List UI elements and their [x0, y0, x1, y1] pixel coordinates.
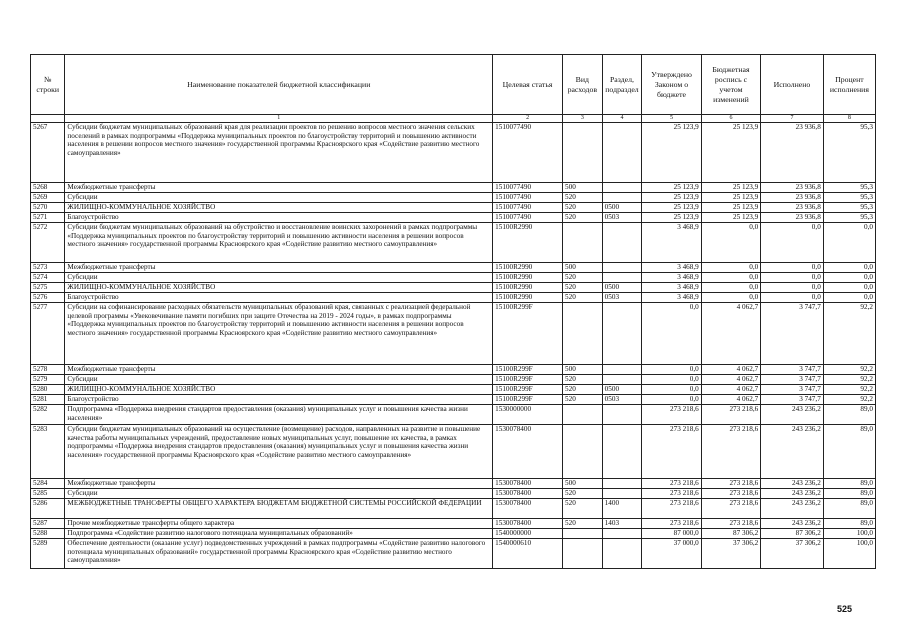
execution-percent: 95,3	[823, 123, 875, 183]
row-number: 5286	[31, 499, 65, 519]
execution-percent: 92,2	[823, 385, 875, 395]
approved-amount: 25 123,9	[642, 123, 701, 183]
budget-list-amount: 273 218,6	[701, 489, 760, 499]
budget-list-amount: 0,0	[701, 283, 760, 293]
column-number: 8	[823, 115, 875, 123]
approved-amount: 273 218,6	[642, 519, 701, 529]
execution-percent: 89,0	[823, 519, 875, 529]
table-row	[31, 519, 876, 529]
approved-amount: 25 123,9	[642, 203, 701, 213]
table-body	[31, 123, 876, 569]
target-article: 15100R299F	[493, 385, 563, 395]
expense-type: 520	[563, 193, 603, 203]
row-name: Межбюджетные трансферты	[65, 479, 493, 489]
section	[602, 375, 642, 385]
approved-amount: 3 468,9	[642, 273, 701, 283]
budget-list-amount: 4 062,7	[701, 365, 760, 375]
row-number: 5267	[31, 123, 65, 183]
execution-percent: 89,0	[823, 479, 875, 489]
target-article: 1510077490	[493, 193, 563, 203]
executed-amount: 3 747,7	[761, 365, 824, 375]
row-number: 5273	[31, 263, 65, 273]
expense-type: 500	[563, 365, 603, 375]
approved-amount: 25 123,9	[642, 193, 701, 203]
section: 0503	[602, 395, 642, 405]
section: 0500	[602, 283, 642, 293]
row-name: Обеспечение деятельности (оказание услуг) подведомственных учреждений в рамках подпрограммы «Содействие развитию налогового потенциала муниципальных образований» государственной программы Красноярского края «Содействие развитию местного самоуправления»	[65, 539, 493, 569]
row-number: 5281	[31, 395, 65, 405]
row-number: 5271	[31, 213, 65, 223]
header-budget-list: Бюджетная роспись с учетом изменений	[701, 55, 760, 115]
executed-amount: 0,0	[761, 263, 824, 273]
table-row	[31, 183, 876, 193]
target-article: 1530078400	[493, 489, 563, 499]
executed-amount: 37 306,2	[761, 539, 824, 569]
execution-percent: 95,3	[823, 193, 875, 203]
section	[602, 193, 642, 203]
budget-list-amount: 37 306,2	[701, 539, 760, 569]
row-name: Благоустройство	[65, 213, 493, 223]
row-name: ЖИЛИЩНО-КОММУНАЛЬНОЕ ХОЗЯЙСТВО	[65, 203, 493, 213]
executed-amount: 243 236,2	[761, 479, 824, 489]
budget-list-amount: 0,0	[701, 293, 760, 303]
approved-amount: 3 468,9	[642, 293, 701, 303]
section: 0500	[602, 203, 642, 213]
table-row	[31, 489, 876, 499]
target-article: 1510077490	[493, 183, 563, 193]
header-section: Раздел, подраздел	[602, 55, 642, 115]
header-percent: Процент исполнения	[823, 55, 875, 115]
executed-amount: 243 236,2	[761, 489, 824, 499]
budget-list-amount: 4 062,7	[701, 385, 760, 395]
row-name: Субсидии на софинансирование расходных обязательств муниципальных образований края, связанных с реализацией федеральной целевой программы «Увековечивание памяти погибших при защите Отечества на 2019 - 2024 годы», в рамках подпрограммы «Поддержка муниципальных проектов по благоустройству территорий и повышению активности населения в решении вопросов местного значения» государственной программы Красноярского края «Содействие развитию местного самоуправления»	[65, 303, 493, 365]
column-number: 7	[761, 115, 824, 123]
row-number: 5274	[31, 273, 65, 283]
budget-list-amount: 273 218,6	[701, 405, 760, 425]
execution-percent: 89,0	[823, 499, 875, 519]
section: 0500	[602, 385, 642, 395]
table-row	[31, 293, 876, 303]
executed-amount: 243 236,2	[761, 499, 824, 519]
executed-amount: 23 936,8	[761, 193, 824, 203]
expense-type: 520	[563, 395, 603, 405]
column-number: 2	[493, 115, 563, 123]
section: 0503	[602, 213, 642, 223]
executed-amount: 23 936,8	[761, 123, 824, 183]
expense-type	[563, 405, 603, 425]
budget-list-amount: 0,0	[701, 273, 760, 283]
execution-percent: 92,2	[823, 365, 875, 375]
execution-percent: 89,0	[823, 405, 875, 425]
section	[602, 529, 642, 539]
target-article: 1530000000	[493, 405, 563, 425]
row-name: МЕЖБЮДЖЕТНЫЕ ТРАНСФЕРТЫ ОБЩЕГО ХАРАКТЕРА БЮДЖЕТАМ БЮДЖЕТНОЙ СИСТЕМЫ РОССИЙСКОЙ ФЕДЕРАЦИИ	[65, 499, 493, 519]
approved-amount: 273 218,6	[642, 425, 701, 479]
execution-percent: 89,0	[823, 489, 875, 499]
target-article: 15100R2990	[493, 293, 563, 303]
row-name: ЖИЛИЩНО-КОММУНАЛЬНОЕ ХОЗЯЙСТВО	[65, 385, 493, 395]
row-number: 5279	[31, 375, 65, 385]
row-name: Благоустройство	[65, 293, 493, 303]
budget-document	[30, 54, 876, 569]
executed-amount: 243 236,2	[761, 519, 824, 529]
section	[602, 489, 642, 499]
target-article: 1530078400	[493, 519, 563, 529]
section	[602, 425, 642, 479]
expense-type: 520	[563, 273, 603, 283]
approved-amount: 273 218,6	[642, 489, 701, 499]
approved-amount: 3 468,9	[642, 263, 701, 273]
header-approved: Утверждено Законом о бюджете	[642, 55, 701, 115]
budget-list-amount: 25 123,9	[701, 183, 760, 193]
header-executed: Исполнено	[761, 55, 824, 115]
target-article: 1530078400	[493, 479, 563, 489]
expense-type: 520	[563, 203, 603, 213]
row-name: Субсидии	[65, 489, 493, 499]
row-number: 5282	[31, 405, 65, 425]
row-number: 5284	[31, 479, 65, 489]
row-number: 5269	[31, 193, 65, 203]
expense-type: 500	[563, 479, 603, 489]
row-number: 5275	[31, 283, 65, 293]
expense-type: 520	[563, 375, 603, 385]
budget-list-amount: 25 123,9	[701, 123, 760, 183]
execution-percent: 0,0	[823, 293, 875, 303]
execution-percent: 0,0	[823, 223, 875, 263]
target-article: 15100R2990	[493, 263, 563, 273]
approved-amount: 0,0	[642, 385, 701, 395]
table-row	[31, 385, 876, 395]
budget-list-amount: 0,0	[701, 263, 760, 273]
target-article: 1540000610	[493, 539, 563, 569]
budget-list-amount: 4 062,7	[701, 395, 760, 405]
row-name: Субсидии бюджетам муниципальных образований на осуществление (возмещение) расходов, направленных на развитие и повышение качества работы муниципальных учреждений, предоставление новых муниципальных услуг, повышение их качества, в рамках подпрограммы «Поддержка внедрения стандартов предоставления (оказания) муниципальных услуг и повышения качества жизни населения» государственной программы Красноярского края «Содействие развитию местного самоуправления»	[65, 425, 493, 479]
execution-percent: 95,3	[823, 213, 875, 223]
table-row	[31, 375, 876, 385]
row-number: 5287	[31, 519, 65, 529]
approved-amount: 273 218,6	[642, 479, 701, 489]
expense-type	[563, 123, 603, 183]
target-article: 15100R299F	[493, 303, 563, 365]
section: 1400	[602, 499, 642, 519]
executed-amount: 0,0	[761, 273, 824, 283]
header-name: Наименование показателей бюджетной классификации	[65, 55, 493, 115]
executed-amount: 243 236,2	[761, 425, 824, 479]
approved-amount: 3 468,9	[642, 223, 701, 263]
target-article: 15100R2990	[493, 283, 563, 293]
execution-percent: 95,3	[823, 183, 875, 193]
executed-amount: 243 236,2	[761, 405, 824, 425]
table-row	[31, 283, 876, 293]
executed-amount: 0,0	[761, 293, 824, 303]
budget-list-amount: 4 062,7	[701, 303, 760, 365]
budget-table	[30, 54, 876, 569]
table-row	[31, 213, 876, 223]
expense-type: 520	[563, 385, 603, 395]
table-row	[31, 273, 876, 283]
section	[602, 183, 642, 193]
executed-amount: 87 306,2	[761, 529, 824, 539]
row-number: 5289	[31, 539, 65, 569]
row-number: 5280	[31, 385, 65, 395]
row-name: Межбюджетные трансферты	[65, 183, 493, 193]
row-name: Субсидии бюджетам муниципальных образований края для реализации проектов по решению вопросов местного значения сельских поселений в рамках подпрограммы «Поддержка муниципальных проектов по благоустройству территорий и повышению активности населения в решении вопросов местного значения» государственной программы Красноярского края «Содействие развитию местного самоуправления»	[65, 123, 493, 183]
budget-list-amount: 0,0	[701, 223, 760, 263]
executed-amount: 23 936,8	[761, 183, 824, 193]
expense-type	[563, 425, 603, 479]
row-number: 5283	[31, 425, 65, 479]
row-name: Подпрограмма «Содействие развитию налогового потенциала муниципальных образований»	[65, 529, 493, 539]
budget-list-amount: 4 062,7	[701, 375, 760, 385]
table-row	[31, 499, 876, 519]
executed-amount: 3 747,7	[761, 303, 824, 365]
budget-list-amount: 25 123,9	[701, 203, 760, 213]
row-name: ЖИЛИЩНО-КОММУНАЛЬНОЕ ХОЗЯЙСТВО	[65, 283, 493, 293]
table-header	[31, 55, 876, 123]
expense-type: 520	[563, 293, 603, 303]
row-name: Субсидии	[65, 375, 493, 385]
expense-type: 520	[563, 489, 603, 499]
section: 1403	[602, 519, 642, 529]
expense-type	[563, 539, 603, 569]
approved-amount: 273 218,6	[642, 405, 701, 425]
expense-type	[563, 303, 603, 365]
budget-list-amount: 273 218,6	[701, 499, 760, 519]
execution-percent: 0,0	[823, 263, 875, 273]
expense-type	[563, 223, 603, 263]
execution-percent: 100,0	[823, 529, 875, 539]
budget-list-amount: 25 123,9	[701, 193, 760, 203]
approved-amount: 37 000,0	[642, 539, 701, 569]
section	[602, 365, 642, 375]
row-name: Субсидии бюджетам муниципальных образований на обустройство и восстановление воинских захоронений в рамках подпрограммы «Поддержка муниципальных проектов по благоустройству территорий и повышению активности населения в решении вопросов местного значения» государственной программы Красноярского края «Содействие развитию местного самоуправления»	[65, 223, 493, 263]
section	[602, 263, 642, 273]
expense-type	[563, 529, 603, 539]
execution-percent: 0,0	[823, 273, 875, 283]
execution-percent: 92,2	[823, 395, 875, 405]
row-number: 5272	[31, 223, 65, 263]
expense-type: 520	[563, 283, 603, 293]
expense-type: 500	[563, 263, 603, 273]
target-article: 15100R2990	[493, 223, 563, 263]
execution-percent: 89,0	[823, 425, 875, 479]
column-number: 5	[642, 115, 701, 123]
table-row	[31, 193, 876, 203]
execution-percent: 92,2	[823, 303, 875, 365]
approved-amount: 87 000,0	[642, 529, 701, 539]
header-target-article: Целевая статья	[493, 55, 563, 115]
column-number	[31, 115, 65, 123]
expense-type: 520	[563, 213, 603, 223]
approved-amount: 0,0	[642, 303, 701, 365]
column-number: 1	[65, 115, 493, 123]
table-row	[31, 479, 876, 489]
section	[602, 223, 642, 263]
approved-amount: 0,0	[642, 365, 701, 375]
row-name: Благоустройство	[65, 395, 493, 405]
budget-list-amount: 25 123,9	[701, 213, 760, 223]
section	[602, 123, 642, 183]
table-row	[31, 529, 876, 539]
executed-amount: 23 936,8	[761, 203, 824, 213]
target-article: 1510077490	[493, 213, 563, 223]
executed-amount: 0,0	[761, 223, 824, 263]
expense-type: 500	[563, 183, 603, 193]
executed-amount: 0,0	[761, 283, 824, 293]
target-article: 15100R299F	[493, 395, 563, 405]
approved-amount: 25 123,9	[642, 213, 701, 223]
executed-amount: 23 936,8	[761, 213, 824, 223]
row-name: Прочие межбюджетные трансферты общего характера	[65, 519, 493, 529]
table-row	[31, 365, 876, 375]
execution-percent: 92,2	[823, 375, 875, 385]
row-number: 5288	[31, 529, 65, 539]
row-number: 5270	[31, 203, 65, 213]
table-row	[31, 123, 876, 183]
budget-list-amount: 273 218,6	[701, 479, 760, 489]
approved-amount: 0,0	[642, 395, 701, 405]
budget-list-amount: 273 218,6	[701, 425, 760, 479]
row-name: Подпрограмма «Поддержка внедрения стандартов предоставления (оказания) муниципальных услуг и повышения качества жизни населения»	[65, 405, 493, 425]
column-number: 6	[701, 115, 760, 123]
row-number: 5278	[31, 365, 65, 375]
section	[602, 405, 642, 425]
approved-amount: 3 468,9	[642, 283, 701, 293]
section: 0503	[602, 293, 642, 303]
section	[602, 479, 642, 489]
page-number: 525	[837, 604, 853, 614]
column-number-row	[31, 115, 876, 123]
executed-amount: 3 747,7	[761, 375, 824, 385]
target-article: 1540000000	[493, 529, 563, 539]
row-number: 5277	[31, 303, 65, 365]
table-row	[31, 425, 876, 479]
section	[602, 273, 642, 283]
execution-percent: 100,0	[823, 539, 875, 569]
execution-percent: 95,3	[823, 203, 875, 213]
column-number: 3	[563, 115, 603, 123]
row-number: 5276	[31, 293, 65, 303]
row-name: Межбюджетные трансферты	[65, 263, 493, 273]
section	[602, 539, 642, 569]
approved-amount: 25 123,9	[642, 183, 701, 193]
table-row	[31, 203, 876, 213]
target-article: 15100R299F	[493, 365, 563, 375]
expense-type: 520	[563, 499, 603, 519]
target-article: 15100R2990	[493, 273, 563, 283]
table-row	[31, 263, 876, 273]
target-article: 1510077490	[493, 123, 563, 183]
execution-percent: 0,0	[823, 283, 875, 293]
row-name: Межбюджетные трансферты	[65, 365, 493, 375]
expense-type: 520	[563, 519, 603, 529]
executed-amount: 3 747,7	[761, 385, 824, 395]
budget-list-amount: 87 306,2	[701, 529, 760, 539]
table-row	[31, 303, 876, 365]
target-article: 15100R299F	[493, 375, 563, 385]
table-row	[31, 395, 876, 405]
column-number: 4	[602, 115, 642, 123]
section	[602, 303, 642, 365]
row-name: Субсидии	[65, 193, 493, 203]
approved-amount: 273 218,6	[642, 499, 701, 519]
target-article: 1510077490	[493, 203, 563, 213]
executed-amount: 3 747,7	[761, 395, 824, 405]
header-expense-type: Вид расходов	[563, 55, 603, 115]
target-article: 1530078400	[493, 499, 563, 519]
table-row	[31, 405, 876, 425]
budget-list-amount: 273 218,6	[701, 519, 760, 529]
approved-amount: 0,0	[642, 375, 701, 385]
table-row	[31, 223, 876, 263]
header-row-number: № строки	[31, 55, 65, 115]
row-number: 5285	[31, 489, 65, 499]
table-row	[31, 539, 876, 569]
row-name: Субсидии	[65, 273, 493, 283]
row-number: 5268	[31, 183, 65, 193]
target-article: 1530078400	[493, 425, 563, 479]
